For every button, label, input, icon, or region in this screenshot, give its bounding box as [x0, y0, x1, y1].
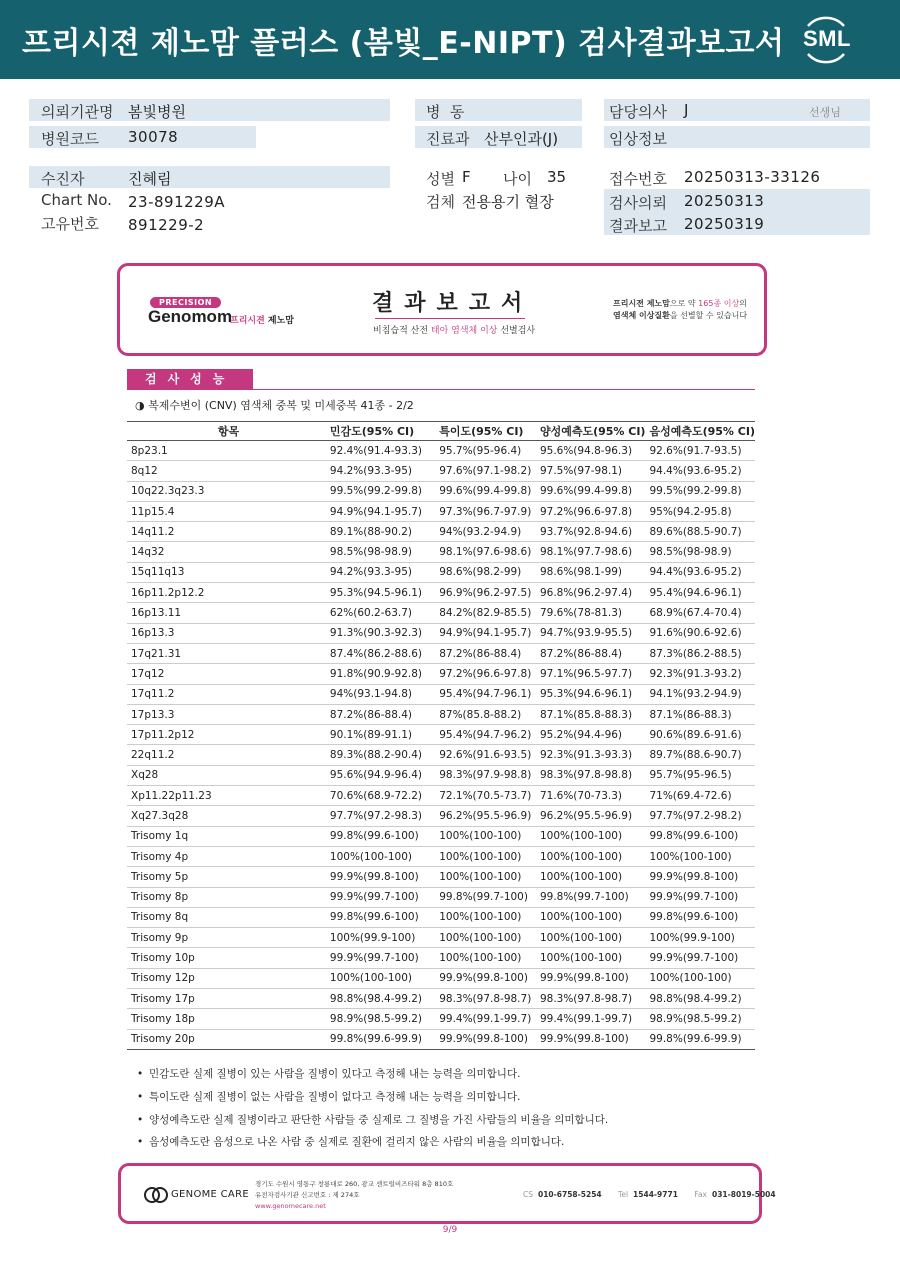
item-cell: 8q12 [127, 461, 326, 481]
value-cell: 95%(94.2-95.8) [645, 501, 755, 521]
value-cell: 100%(100-100) [536, 948, 646, 968]
value-cell: 87%(85.8-88.2) [435, 704, 536, 724]
value-cell: 99.8%(99.6-100) [645, 907, 755, 927]
genomom-kr-logo: 프리시젼 제노맘 [230, 316, 294, 326]
item-cell: Trisomy 8p [127, 887, 326, 907]
hospital-code-value: 30078 [128, 128, 179, 146]
value-cell: 99.5%(99.2-99.8) [326, 481, 435, 501]
value-cell: 99.9%(99.7-100) [645, 948, 755, 968]
value-cell: 97.5%(97-98.1) [536, 461, 646, 481]
table-row [127, 704, 755, 724]
age-label: 나이 [503, 170, 532, 188]
chart-no-label: Chart No. [41, 191, 112, 209]
item-cell: Trisomy 12p [127, 968, 326, 988]
value-cell: 94.1%(93.2-94.9) [645, 684, 755, 704]
table-row [127, 603, 755, 623]
item-cell: 14q32 [127, 542, 326, 562]
id-no-value: 891229-2 [128, 216, 205, 234]
page-header [0, 0, 900, 79]
column-header: 양성예측도(95% CI) [536, 422, 646, 441]
value-cell: 91.6%(90.6-92.6) [645, 623, 755, 643]
request-label: 검사의뢰 [609, 194, 667, 212]
value-cell: 100%(100-100) [435, 948, 536, 968]
dept-value: 산부인과(J) [484, 130, 559, 148]
value-cell: 62%(60.2-63.7) [326, 603, 435, 623]
item-cell: Trisomy 8q [127, 907, 326, 927]
value-cell: 99.9%(99.8-100) [645, 867, 755, 887]
value-cell: 100%(99.9-100) [645, 928, 755, 948]
doctor-suffix: 선생님 [809, 106, 841, 119]
item-cell: 17q11.2 [127, 684, 326, 704]
item-cell: Trisomy 20p [127, 1029, 326, 1049]
value-cell: 92.6%(91.6-93.5) [435, 745, 536, 765]
table-row [127, 968, 755, 988]
report-box-title: 결과보고서 [372, 291, 534, 316]
precision-badge: PRECISION [150, 297, 221, 308]
value-cell: 95.7%(95-96.4) [435, 441, 536, 461]
value-cell: 90.1%(89-91.1) [326, 725, 435, 745]
value-cell: 84.2%(82.9-85.5) [435, 603, 536, 623]
performance-table [127, 421, 755, 1050]
value-cell: 96.8%(96.2-97.4) [536, 583, 646, 603]
value-cell: 94.9%(94.1-95.7) [435, 623, 536, 643]
value-cell: 95.6%(94.8-96.3) [536, 441, 646, 461]
section-divider [127, 389, 755, 390]
value-cell: 79.6%(78-81.3) [536, 603, 646, 623]
item-cell: 16p11.2p12.2 [127, 583, 326, 603]
value-cell: 99.9%(99.8-100) [435, 1029, 536, 1049]
footer-contacts: CS 010-6758-5254 Tel 1544-9771 Fax 031-8019-5004 [523, 1190, 776, 1199]
value-cell: 87.2%(86-88.4) [536, 643, 646, 663]
table-row [127, 684, 755, 704]
item-cell: 17p13.3 [127, 704, 326, 724]
table-row [127, 583, 755, 603]
item-cell: Xq28 [127, 765, 326, 785]
page-number: 9/9 [442, 1225, 458, 1235]
value-cell: 99.6%(99.4-99.8) [435, 481, 536, 501]
item-cell: 10q22.3q23.3 [127, 481, 326, 501]
report-box-tagline: 프리시젼 제노맘으로 약 165종 이상의 염색체 이상질환을 선별할 수 있습니다 [613, 299, 748, 320]
table-row [127, 948, 755, 968]
footer-box [118, 1163, 776, 1224]
value-cell: 98.3%(97.8-98.7) [536, 989, 646, 1009]
value-cell: 100%(100-100) [435, 867, 536, 887]
value-cell: 68.9%(67.4-70.4) [645, 603, 755, 623]
item-cell: Trisomy 17p [127, 989, 326, 1009]
hospital-code-label: 병원코드 [41, 130, 99, 148]
table-row [127, 1029, 755, 1049]
item-cell: Trisomy 5p [127, 867, 326, 887]
column-header: 음성예측도(95% CI) [645, 422, 755, 441]
value-cell: 94.4%(93.6-95.2) [645, 562, 755, 582]
item-cell: 16p13.3 [127, 623, 326, 643]
genome-care-name: GENOME CARE [171, 1189, 249, 1200]
footer-address: 경기도 수원시 영통구 창룡대로 260, 광교 센트럴비즈타워 8층 810호 유전자검사기관 신고번호 : 제 274호 www.genomecare.net [255, 1180, 454, 1210]
column-header: 민감도(95% CI) [326, 422, 435, 441]
report-box-subtitle: 비침습적 산전 태아 염색체 이상 선별검사 [373, 326, 536, 336]
value-cell: 92.3%(91.3-93.2) [645, 664, 755, 684]
table-row [127, 907, 755, 927]
value-cell: 94.9%(94.1-95.7) [326, 501, 435, 521]
value-cell: 89.6%(88.5-90.7) [645, 522, 755, 542]
value-cell: 99.8%(99.6-100) [326, 826, 435, 846]
value-cell: 98.5%(98-98.9) [645, 542, 755, 562]
table-row [127, 745, 755, 765]
item-cell: Trisomy 4p [127, 846, 326, 866]
table-row [127, 664, 755, 684]
item-cell: Xq27.3q28 [127, 806, 326, 826]
item-cell: 8p23.1 [127, 441, 326, 461]
value-cell: 95.3%(94.5-96.1) [326, 583, 435, 603]
value-cell: 100%(100-100) [536, 867, 646, 887]
clinical-label: 임상정보 [609, 130, 667, 148]
item-cell: 16p13.11 [127, 603, 326, 623]
institution-label: 의뢰기관명 [41, 103, 114, 121]
value-cell: 99.8%(99.7-100) [435, 887, 536, 907]
value-cell: 99.9%(99.7-100) [645, 887, 755, 907]
value-cell: 99.8%(99.6-100) [326, 907, 435, 927]
value-cell: 100%(100-100) [435, 907, 536, 927]
value-cell: 100%(100-100) [435, 846, 536, 866]
title-underline [375, 318, 525, 319]
note-item: • 민감도란 실제 질병이 있는 사람을 질병이 있다고 측정해 내는 능력을 의미합니다. [137, 1063, 608, 1086]
value-cell: 97.7%(97.2-98.3) [326, 806, 435, 826]
value-cell: 98.3%(97.9-98.8) [435, 765, 536, 785]
note-item: • 양성예측도란 실제 질병이라고 판단한 사람들 중 실제로 그 질병을 가진 사람들의 비율을 의미합니다. [137, 1109, 608, 1132]
value-cell: 87.1%(85.8-88.3) [536, 704, 646, 724]
value-cell: 97.7%(97.2-98.2) [645, 806, 755, 826]
table-row [127, 725, 755, 745]
value-cell: 99.9%(99.8-100) [326, 867, 435, 887]
ward-label: 병 동 [426, 103, 465, 121]
table-row [127, 562, 755, 582]
value-cell: 100%(100-100) [645, 968, 755, 988]
table-row [127, 989, 755, 1009]
value-cell: 90.6%(89.6-91.6) [645, 725, 755, 745]
id-no-label: 고유번호 [41, 215, 99, 233]
dept-label: 진료과 [426, 130, 470, 148]
value-cell: 99.9%(99.8-100) [536, 1029, 646, 1049]
value-cell: 100%(100-100) [326, 968, 435, 988]
table-row [127, 441, 755, 461]
receipt-label: 접수번호 [609, 170, 667, 188]
specimen-value: 전용용기 혈장 [462, 193, 554, 211]
item-cell: Trisomy 1q [127, 826, 326, 846]
item-cell: 11p15.4 [127, 501, 326, 521]
value-cell: 100%(100-100) [536, 826, 646, 846]
specimen-label: 검체 [426, 193, 455, 211]
table-row [127, 481, 755, 501]
value-cell: 91.3%(90.3-92.3) [326, 623, 435, 643]
section-subtitle: ◑ 복제수변이 (CNV) 염색체 중복 및 미세중복 41종 - 2/2 [135, 399, 414, 412]
value-cell: 97.6%(97.1-98.2) [435, 461, 536, 481]
table-row [127, 522, 755, 542]
doctor-value: J [684, 101, 689, 119]
value-cell: 92.4%(91.4-93.3) [326, 441, 435, 461]
table-row [127, 786, 755, 806]
value-cell: 95.4%(94.6-96.1) [645, 583, 755, 603]
table-header-row [127, 422, 755, 441]
value-cell: 98.8%(98.4-99.2) [645, 989, 755, 1009]
value-cell: 96.2%(95.5-96.9) [536, 806, 646, 826]
table-row [127, 887, 755, 907]
table-row [127, 623, 755, 643]
report-date: 20250319 [684, 215, 765, 233]
table-row [127, 461, 755, 481]
column-header: 특이도(95% CI) [435, 422, 536, 441]
receipt-value: 20250313-33126 [684, 168, 821, 186]
value-cell: 99.4%(99.1-99.7) [536, 1009, 646, 1029]
value-cell: 99.9%(99.7-100) [326, 948, 435, 968]
item-cell: 17q21.31 [127, 643, 326, 663]
value-cell: 71.6%(70-73.3) [536, 786, 646, 806]
value-cell: 100%(100-100) [326, 846, 435, 866]
item-cell: Trisomy 10p [127, 948, 326, 968]
value-cell: 97.2%(96.6-97.8) [536, 501, 646, 521]
value-cell: 87.4%(86.2-88.6) [326, 643, 435, 663]
doctor-label: 담당의사 [609, 103, 667, 121]
value-cell: 99.5%(99.2-99.8) [645, 481, 755, 501]
value-cell: 96.2%(95.5-96.9) [435, 806, 536, 826]
value-cell: 98.9%(98.5-99.2) [326, 1009, 435, 1029]
note-item: • 특이도란 실제 질병이 없는 사람을 질병이 없다고 측정해 내는 능력을 의미합니다. [137, 1086, 608, 1109]
value-cell: 94%(93.1-94.8) [326, 684, 435, 704]
value-cell: 99.8%(99.6-99.9) [645, 1029, 755, 1049]
report-title-box [117, 263, 767, 356]
value-cell: 98.9%(98.5-99.2) [645, 1009, 755, 1029]
value-cell: 98.6%(98.2-99) [435, 562, 536, 582]
value-cell: 87.3%(86.2-88.5) [645, 643, 755, 663]
value-cell: 95.2%(94.4-96) [536, 725, 646, 745]
column-header: 항목 [127, 422, 326, 441]
table-row [127, 826, 755, 846]
value-cell: 89.1%(88-90.2) [326, 522, 435, 542]
value-cell: 87.2%(86-88.4) [326, 704, 435, 724]
value-cell: 98.3%(97.8-98.7) [435, 989, 536, 1009]
value-cell: 71%(69.4-72.6) [645, 786, 755, 806]
value-cell: 93.7%(92.8-94.6) [536, 522, 646, 542]
value-cell: 99.8%(99.6-99.9) [326, 1029, 435, 1049]
value-cell: 100%(100-100) [536, 928, 646, 948]
genomom-logo: Genomom [148, 307, 233, 326]
examinee-value: 진혜림 [128, 170, 172, 188]
footer-website[interactable]: www.genomecare.net [255, 1202, 326, 1210]
item-cell: 15q11q13 [127, 562, 326, 582]
value-cell: 72.1%(70.5-73.7) [435, 786, 536, 806]
institution-value: 봄빛병원 [128, 103, 186, 121]
value-cell: 95.7%(95-96.5) [645, 765, 755, 785]
item-cell: 22q11.2 [127, 745, 326, 765]
genome-care-logo-icon [143, 1186, 169, 1204]
note-item: • 음성예측도란 음성으로 나온 사람 중 실제로 질환에 걸리지 않은 사람의 비율을 의미합니다. [137, 1131, 608, 1154]
item-cell: Xp11.22p11.23 [127, 786, 326, 806]
value-cell: 95.6%(94.9-96.4) [326, 765, 435, 785]
value-cell: 94.7%(93.9-95.5) [536, 623, 646, 643]
value-cell: 98.1%(97.7-98.6) [536, 542, 646, 562]
report-title: 프리시젼 제노맘 플러스 (봄빛_E-NIPT) 검사결과보고서 [22, 26, 785, 61]
report-label: 결과보고 [609, 217, 667, 235]
value-cell: 87.2%(86-88.4) [435, 643, 536, 663]
request-date: 20250313 [684, 192, 765, 210]
table-row [127, 765, 755, 785]
value-cell: 100%(100-100) [435, 826, 536, 846]
value-cell: 98.5%(98-98.9) [326, 542, 435, 562]
sex-value: F [462, 168, 471, 186]
age-value: 35 [547, 168, 567, 186]
examinee-label: 수진자 [41, 170, 85, 188]
value-cell: 98.6%(98.1-99) [536, 562, 646, 582]
value-cell: 92.3%(91.3-93.3) [536, 745, 646, 765]
value-cell: 100%(100-100) [645, 846, 755, 866]
table-row [127, 542, 755, 562]
value-cell: 99.9%(99.8-100) [435, 968, 536, 988]
value-cell: 95.4%(94.7-96.1) [435, 684, 536, 704]
value-cell: 94.4%(93.6-95.2) [645, 461, 755, 481]
value-cell: 100%(99.9-100) [326, 928, 435, 948]
value-cell: 97.2%(96.6-97.8) [435, 664, 536, 684]
value-cell: 89.7%(88.6-90.7) [645, 745, 755, 765]
value-cell: 98.8%(98.4-99.2) [326, 989, 435, 1009]
value-cell: 99.4%(99.1-99.7) [435, 1009, 536, 1029]
chart-no-value: 23-891229A [128, 193, 226, 211]
section-title: 검사성능 [127, 369, 253, 390]
item-cell: Trisomy 9p [127, 928, 326, 948]
table-row [127, 501, 755, 521]
value-cell: 99.8%(99.7-100) [536, 887, 646, 907]
sex-label: 성별 [426, 170, 455, 188]
value-cell: 98.1%(97.6-98.6) [435, 542, 536, 562]
value-cell: 95.4%(94.7-96.2) [435, 725, 536, 745]
table-row [127, 1009, 755, 1029]
value-cell: 99.9%(99.8-100) [536, 968, 646, 988]
definition-notes [137, 1063, 608, 1154]
value-cell: 97.1%(96.5-97.7) [536, 664, 646, 684]
value-cell: 100%(100-100) [536, 907, 646, 927]
sml-logo-text: SML [803, 26, 851, 51]
table-row [127, 643, 755, 663]
value-cell: 94.2%(93.3-95) [326, 562, 435, 582]
value-cell: 70.6%(68.9-72.2) [326, 786, 435, 806]
value-cell: 95.3%(94.6-96.1) [536, 684, 646, 704]
value-cell: 97.3%(96.7-97.9) [435, 501, 536, 521]
item-cell: 17p11.2p12 [127, 725, 326, 745]
value-cell: 87.1%(86-88.3) [645, 704, 755, 724]
value-cell: 96.9%(96.2-97.5) [435, 583, 536, 603]
item-cell: 17q12 [127, 664, 326, 684]
item-cell: 14q11.2 [127, 522, 326, 542]
value-cell: 98.3%(97.8-98.8) [536, 765, 646, 785]
value-cell: 100%(100-100) [536, 846, 646, 866]
table-row [127, 867, 755, 887]
value-cell: 91.8%(90.9-92.8) [326, 664, 435, 684]
value-cell: 94%(93.2-94.9) [435, 522, 536, 542]
item-cell: Trisomy 18p [127, 1009, 326, 1029]
value-cell: 89.3%(88.2-90.4) [326, 745, 435, 765]
table-row [127, 928, 755, 948]
table-row [127, 846, 755, 866]
value-cell: 94.2%(93.3-95) [326, 461, 435, 481]
value-cell: 99.9%(99.7-100) [326, 887, 435, 907]
value-cell: 99.6%(99.4-99.8) [536, 481, 646, 501]
value-cell: 99.8%(99.6-100) [645, 826, 755, 846]
table-row [127, 806, 755, 826]
value-cell: 92.6%(91.7-93.5) [645, 441, 755, 461]
value-cell: 100%(100-100) [435, 928, 536, 948]
